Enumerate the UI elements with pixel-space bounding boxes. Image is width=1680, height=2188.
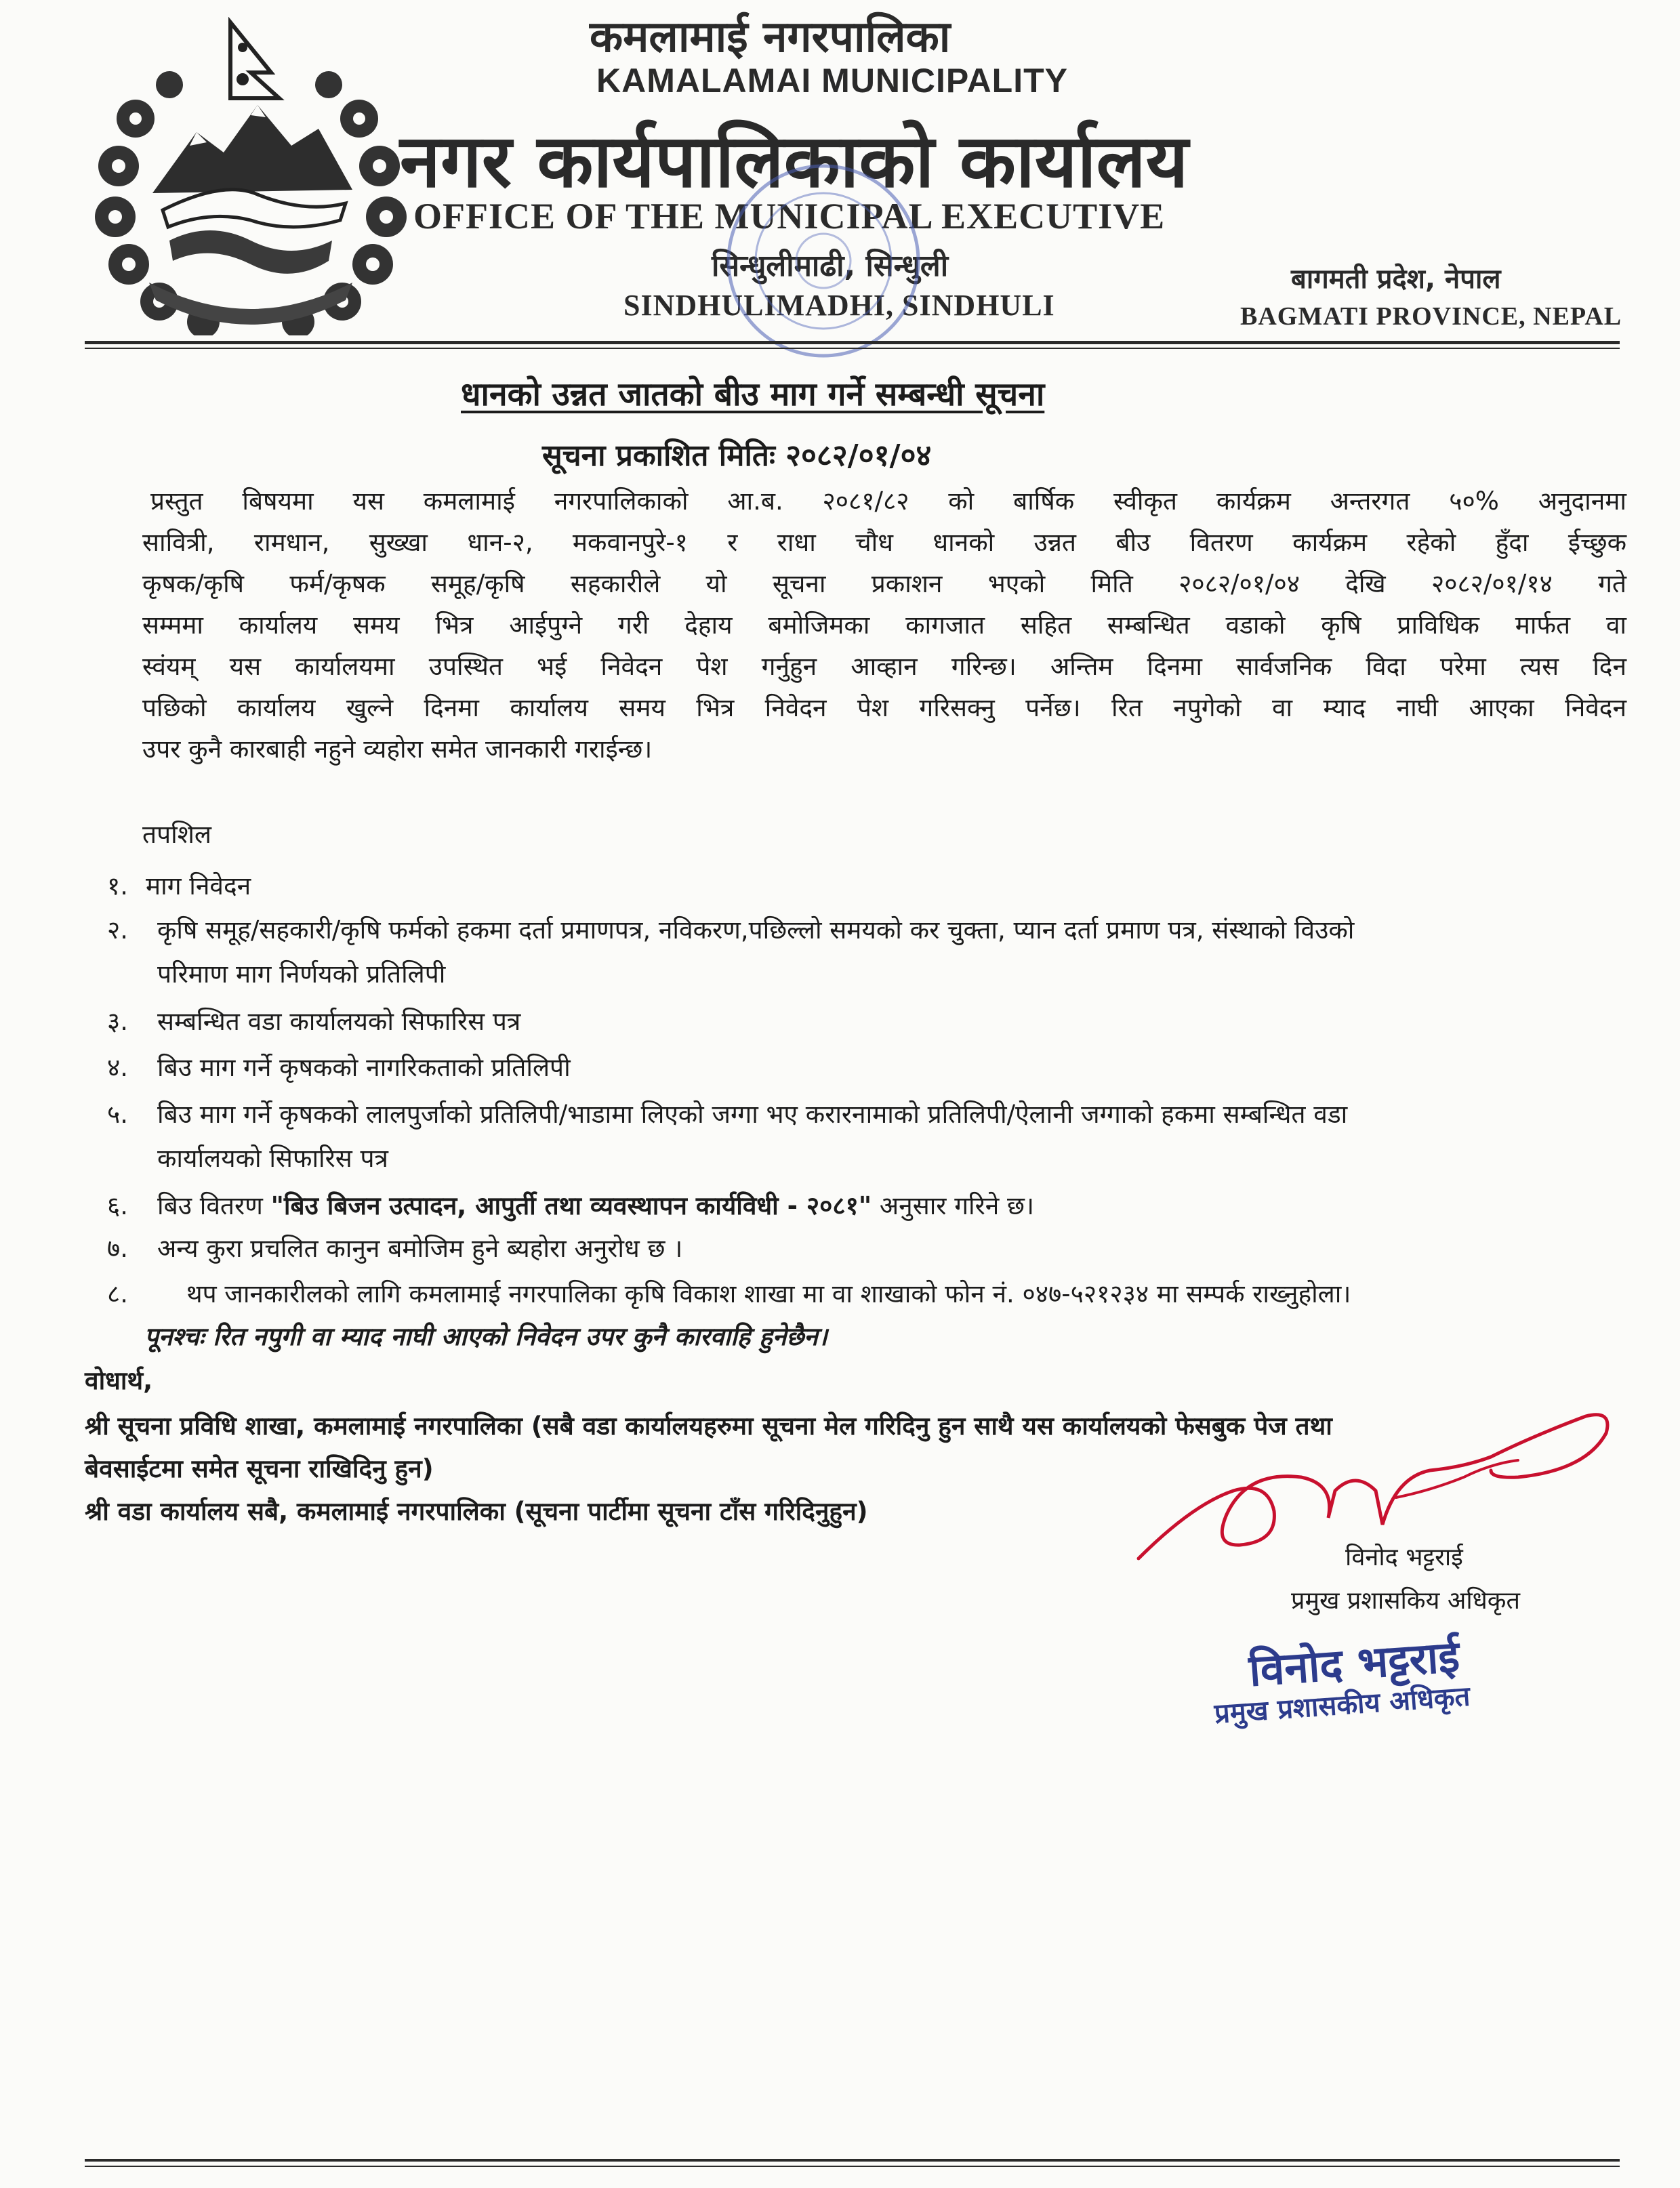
notice-title: धानको उन्नत जातको बीउ माग गर्ने सम्बन्धी सूचना: [461, 375, 1045, 413]
paragraph-line: कृषक/कृषि फर्म/कृषक समूह/कृषि सहकारीले यो सूचना प्रकाशन भएको मिति २०८२/०१/०४ देखि २०८२/०१/१४ गते: [142, 569, 1626, 598]
place-english: SINDHULIMADHI, SINDHULI: [623, 289, 1055, 322]
name-stamp: विनोद भट्टराई: [1247, 1632, 1462, 1697]
cc-it-section-line2: बेवसाईटमा समेत सूचना राखिदिनु हुन): [85, 1454, 434, 1483]
paragraph-line: पछिको कार्यालय खुल्ने दिनमा कार्यालय समय भित्र निवेदन पेश गरिसक्नु पर्नेछ। रित नपुगेको वा म्याद नाघी आएका निवेदन: [142, 693, 1626, 722]
signatory-title: प्रमुख प्रशासकिय अधिकृत: [1291, 1587, 1520, 1615]
notice-paragraph: [142, 482, 1626, 772]
paragraph-line: सावित्री, रामधान, सुख्खा धान-२, मकवानपुरे-१ र राधा चौध धानको उन्नत बीउ वितरण कार्यक्रम रहेको हुँदा ईच्छुक: [142, 528, 1626, 557]
item-number: ७.: [107, 1234, 129, 1263]
item-text: बिउ माग गर्ने कृषकको नागरिकताको प्रतिलिपी: [157, 1053, 571, 1082]
province-english: BAGMATI PROVINCE, NEPAL: [1240, 302, 1622, 331]
municipality-name-english: KAMALAMAI MUNICIPALITY: [596, 62, 1068, 100]
paragraph-line: सम्ममा कार्यालय समय भित्र आईपुग्ने गरी देहाय बमोजिमका कागजात सहित सम्बन्धित वडाको कृषि प्राविधिक मार्फत वा: [142, 611, 1626, 640]
paragraph-line: उपर कुनै कारबाही नहुने व्यहोरा समेत जानकारी गराईन्छ।: [142, 735, 653, 764]
cc-it-section-line1: श्री सूचना प्रविधि शाखा, कमलामाई नगरपालिका (सबै वडा कार्यालयहरुमा सूचना मेल गरिदिनु हुन साथै यस कार्यालयको फेसबुक पेज तथा: [85, 1411, 1332, 1441]
item-number: ३.: [107, 1007, 129, 1036]
name-stamp-title: प्रमुख प्रशासकीय अधिकृत: [1213, 1680, 1471, 1730]
office-name-english: OFFICE OF THE MUNICIPAL EXECUTIVE: [413, 196, 1166, 236]
procedure-name: "बिउ बिजन उत्पादन, आपुर्ती तथा व्यवस्थापन कार्यविधी - २०८१": [270, 1191, 872, 1220]
header-divider-thin: [85, 348, 1620, 349]
item-number: ८.: [107, 1279, 129, 1308]
nepal-emblem-icon: [88, 17, 413, 335]
paragraph-line: स्वंयम् यस कार्यालयमा उपस्थित भई निवेदन पेश गर्नुहुन आव्हान गरिन्छ। अन्तिम दिनमा सार्वजनिक विदा परेमा त्यस दिन: [142, 652, 1626, 681]
municipality-name-nepali: कमलामाई नगरपालिका: [590, 12, 951, 62]
office-name-nepali: नगर कार्यपालिकाको कार्यालय: [400, 119, 1189, 204]
paragraph-line: प्रस्तुत बिषयमा यस कमलामाई नगरपालिकाको आ.ब. २०८१/८२ को बार्षिक स्वीकृत कार्यक्रम अन्तरगत ५०% अनुदानमा: [150, 487, 1626, 516]
punashcha-note: पूनश्चः रित नपुगी वा म्याद नाघी आएको निवेदन उपर कुनै कारवाहि हुनेछैन।: [144, 1322, 827, 1351]
item-text: अन्य कुरा प्रचलित कानुन बमोजिम हुने ब्यहोरा अनुरोध छ ।: [157, 1234, 683, 1263]
item-text-6: [157, 1187, 1034, 1222]
place-nepali: सिन्धुलीमाढी, सिन्धुली: [712, 249, 949, 283]
item-text: थप जानकारीलको लागि कमलामाई नगरपालिका कृषि विकाश शाखा मा वा शाखाको फोन नं. ०४७-५२१२३४ मा सम्पर्क राख्नुहोला।: [186, 1279, 1351, 1308]
item-text: कृषि समूह/सहकारी/कृषि फर्मको हकमा दर्ता प्रमाणपत्र, नविकरण,पछिल्लो समयको कर चुक्ता, प्यान दर्ता प्रमाण पत्र, संस्थाको विउको: [157, 915, 1355, 945]
notice-date: सूचना प्रकाशित मितिः २०८२/०१/०४: [542, 438, 932, 473]
tapasil-label: तपशिल: [142, 820, 211, 849]
item-text: बिउ माग गर्ने कृषकको लालपुर्जाको प्रतिलिपी/भाडामा लिएको जग्गा भए करारनामाको प्रतिलिपी/ऐलानी जग्गाको हकमा सम्बन्धित वडा: [157, 1100, 1348, 1129]
item-number: २.: [107, 915, 129, 945]
header-divider: [85, 341, 1620, 344]
item-text: माग निवेदन: [146, 871, 251, 901]
item-number: १.: [107, 871, 129, 901]
item-number: ४.: [107, 1053, 129, 1082]
item-text: परिमाण माग निर्णयको प्रतिलिपी: [157, 959, 446, 989]
province-nepali: बागमती प्रदेश, नेपाल: [1291, 264, 1501, 295]
item-6-post: अनुसार गरिने छ।: [872, 1191, 1034, 1220]
signatory-name: विनोद भट्टराई: [1345, 1544, 1463, 1571]
item-number: ६.: [107, 1191, 129, 1220]
footer-divider-thin: [85, 2166, 1620, 2167]
item-number: ५.: [107, 1100, 129, 1129]
item-6-pre: बिउ वितरण: [157, 1191, 271, 1220]
item-text: कार्यालयको सिफारिस पत्र: [157, 1144, 388, 1173]
office-seal-stamp: [718, 156, 928, 366]
item-text: सम्बन्धित वडा कार्यालयको सिफारिस पत्र: [157, 1007, 521, 1036]
cc-ward-offices: श्री वडा कार्यालय सबै, कमलामाई नगरपालिका (सूचना पार्टीमा सूचना टाँस गरिदिनुहुन): [85, 1497, 868, 1526]
footer-divider: [85, 2159, 1620, 2162]
bodhartha-label: वोधार्थ,: [85, 1366, 153, 1395]
